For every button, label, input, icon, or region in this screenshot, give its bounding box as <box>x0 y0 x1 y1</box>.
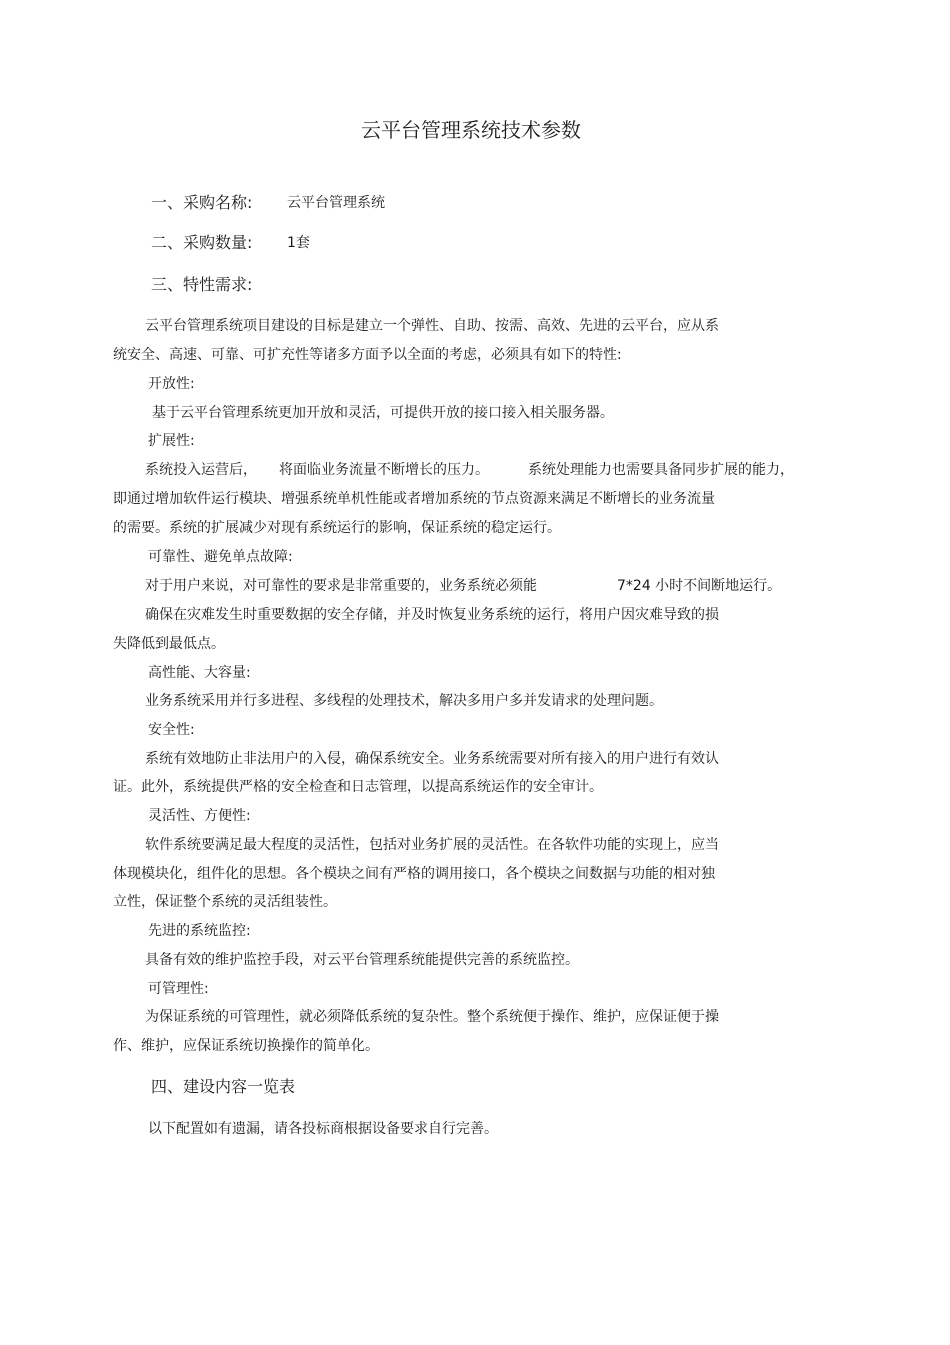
scalability-text-1c: 系统处理能力也需要具备同步扩展的能力， <box>528 462 794 478</box>
flexibility-text-2: 体现模块化，组件化的思想。各个模块之间有严格的调用接口，各个模块之间数据与功能的相对独 <box>113 866 715 882</box>
scalability-text-2: 即通过增加软件运行模块、增强系统单机性能或者增加系统的节点资源来满足不断增长的业务流量 <box>113 491 715 507</box>
openness-text: 基于云平台管理系统更加开放和灵活，可提供开放的接口接入相关服务器。 <box>152 405 614 421</box>
purchase-name-label: 一、采购名称: <box>151 193 253 212</box>
security-heading: 安全性: <box>148 722 195 738</box>
reliability-text-1a: 对于用户来说，对可靠性的要求是非常重要的，业务系统必须能 <box>145 578 537 594</box>
reliability-text-3: 失降低到最低点。 <box>113 636 225 652</box>
manageability-text-2: 作、维护，应保证系统切换操作的简单化。 <box>113 1038 379 1054</box>
security-text-2: 证。此外，系统提供严格的安全检查和日志管理，以提高系统运作的安全审计。 <box>113 779 603 795</box>
supplement-note: 以下配置如有遗漏，请各投标商根据设备要求自行完善。 <box>148 1121 498 1137</box>
scalability-heading: 扩展性: <box>148 433 195 449</box>
manageability-text-1: 为保证系统的可管理性，就必须降低系统的复杂性。整个系统便于操作、维护，应保证便于操 <box>145 1009 719 1025</box>
content-list-heading: 四、建设内容一览表 <box>151 1077 296 1096</box>
scalability-text-1a: 系统投入运营后， <box>145 462 257 478</box>
performance-heading: 高性能、大容量: <box>148 665 251 681</box>
security-text-1: 系统有效地防止非法用户的入侵，确保系统安全。业务系统需要对所有接入的用户进行有效认 <box>145 751 719 767</box>
scalability-text-1b: 将面临业务流量不断增长的压力。 <box>279 462 489 478</box>
monitoring-heading: 先进的系统监控: <box>148 923 251 939</box>
purchase-name-value: 云平台管理系统 <box>287 195 385 211</box>
purchase-quantity-value: 1套 <box>287 235 310 251</box>
flexibility-text-3: 立性，保证整个系统的灵活组装性。 <box>113 894 337 910</box>
requirements-heading: 三、特性需求: <box>151 275 253 294</box>
intro-line-2: 统安全、高速、可靠、可扩充性等诸多方面予以全面的考虑，必须具有如下的特性: <box>113 347 622 363</box>
openness-heading: 开放性: <box>148 376 195 392</box>
reliability-heading: 可靠性、避免单点故障: <box>148 549 293 565</box>
purchase-quantity-label: 二、采购数量: <box>151 233 253 252</box>
manageability-heading: 可管理性: <box>148 981 209 997</box>
flexibility-heading: 灵活性、方便性: <box>148 808 251 824</box>
scalability-text-3: 的需要。系统的扩展减少对现有系统运行的影响，保证系统的稳定运行。 <box>113 520 561 536</box>
performance-text: 业务系统采用并行多进程、多线程的处理技术，解决多用户多并发请求的处理问题。 <box>145 693 663 709</box>
monitoring-text: 具备有效的维护监控手段，对云平台管理系统能提供完善的系统监控。 <box>145 952 579 968</box>
reliability-text-2: 确保在灾难发生时重要数据的安全存储，并及时恢复业务系统的运行，将用户因灾难导致的损 <box>145 607 719 623</box>
intro-line-1: 云平台管理系统项目建设的目标是建立一个弹性、自助、按需、高效、先进的云平台，应从系 <box>145 318 719 334</box>
page-title: 云平台管理系统技术参数 <box>361 118 581 142</box>
flexibility-text-1: 软件系统要满足最大程度的灵活性，包括对业务扩展的灵活性。在各软件功能的实现上，应当 <box>145 837 719 853</box>
reliability-text-1b: 7*24 小时不间断地运行。 <box>617 578 782 594</box>
